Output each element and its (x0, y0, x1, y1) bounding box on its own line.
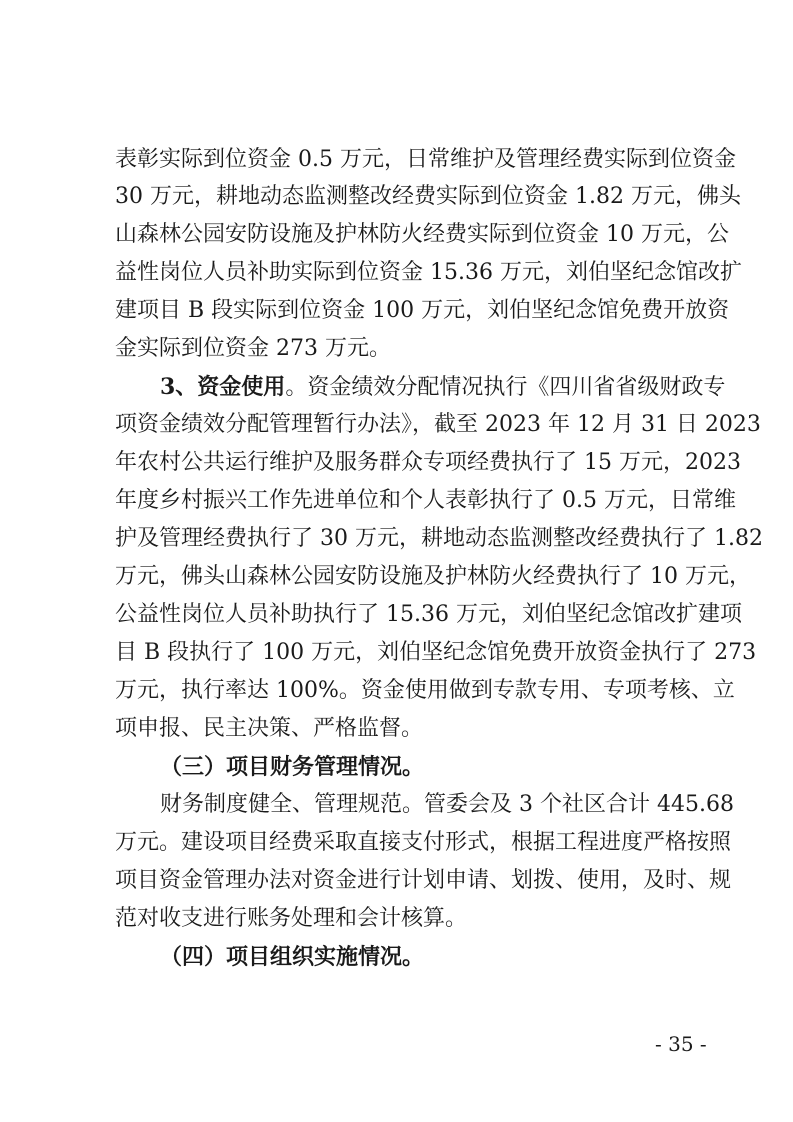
section-heading: （三）项目财务管理情况。 (160, 754, 425, 780)
page-number: - 35 - (655, 1032, 707, 1056)
paragraph-line: 万元。建设项目经费采取直接支付形式，根据工程进度严格按照 (115, 830, 732, 855)
paragraph-first-line (160, 372, 726, 403)
paragraph-line: 金实际到位资金 273 万元。 (115, 336, 391, 361)
paragraph-line: 益性岗位人员补助实际到位资金 15.36 万元，刘伯坚纪念馆改扩 (115, 260, 742, 285)
paragraph-line: 项资金绩效分配管理暂行办法》，截至 2023 年 12 月 31 日 2023 (115, 412, 761, 437)
paragraph-line: 范对收支进行账务处理和会计核算。 (115, 906, 468, 931)
paragraph-line: 山森林公园安防设施及护林防火经费实际到位资金 10 万元，公 (115, 222, 729, 247)
fund-usage-heading: 3、资金使用 (160, 374, 286, 400)
paragraph-line: 表彰实际到位资金 0.5 万元，日常维护及管理经费实际到位资金 (115, 147, 736, 172)
paragraph-line: 万元，佛头山森林公园安防设施及护林防火经费执行了 10 万元， (115, 564, 751, 589)
paragraph-line: 30 万元，耕地动态监测整改经费实际到位资金 1.82 万元，佛头 (115, 184, 741, 209)
paragraph-line: 护及管理经费执行了 30 万元，耕地动态监测整改经费执行了 1.82 (115, 526, 763, 551)
paragraph-line: 目 B 段执行了 100 万元，刘伯坚纪念馆免费开放资金执行了 273 (115, 640, 757, 665)
paragraph-line: 年度乡村振兴工作先进单位和个人表彰执行了 0.5 万元，日常维 (115, 488, 736, 513)
paragraph-line: 项目资金管理办法对资金进行计划申请、划拨、使用，及时、规 (115, 868, 732, 893)
paragraph-line: 公益性岗位人员补助执行了 15.36 万元，刘伯坚纪念馆改扩建项 (115, 602, 742, 627)
paragraph-line: 万元，执行率达 100%。资金使用做到专款专用、专项考核、立 (115, 678, 735, 703)
section-heading: （四）项目组织实施情况。 (160, 944, 425, 970)
paragraph-line: 项申报、民主决策、严格监督。 (115, 716, 424, 741)
paragraph-line: 年农村公共运行维护及服务群众专项经费执行了 15 万元，2023 (115, 450, 741, 475)
paragraph-first-line: 财务制度健全、管理规范。管委会及 3 个社区合计 445.68 (160, 792, 734, 817)
paragraph-line: 建项目 B 段实际到位资金 100 万元，刘伯坚纪念馆免费开放资 (115, 298, 730, 323)
paragraph-text: 。资金绩效分配情况执行《四川省省级财政专 (285, 375, 726, 400)
